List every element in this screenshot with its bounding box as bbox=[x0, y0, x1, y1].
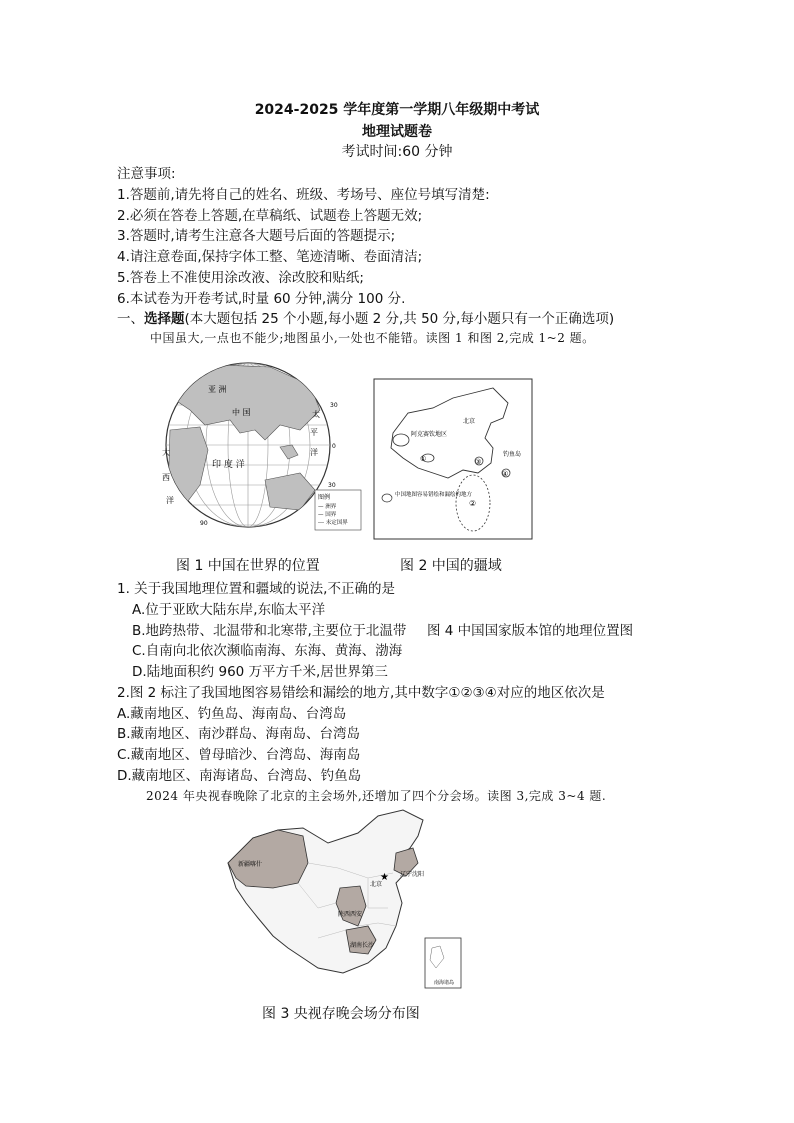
china-map-beijing: 北京 bbox=[463, 418, 476, 425]
exam-subtitle: 地理试题卷 bbox=[362, 124, 432, 140]
section-heading bbox=[117, 307, 614, 327]
globe-legend-3: --- 未定国界 bbox=[318, 520, 348, 526]
question-option: D.藏南地区、南海诸岛、台湾岛、钓鱼岛 bbox=[117, 768, 362, 784]
note-item: 6.本试卷为开卷考试,时量 60 分钟,满分 100 分. bbox=[117, 291, 406, 307]
question-stem: 1. 关于我国地理位置和疆域的说法,不正确的是 bbox=[117, 581, 395, 597]
china-map-legend-note: 中国地图容易错绘和漏绘的地方 bbox=[395, 492, 473, 498]
map3-shaanxi: 陕西西安 bbox=[338, 911, 363, 918]
globe-label-pacific-2: 平 bbox=[310, 428, 318, 437]
globe-label-asia: 亚 洲 bbox=[208, 385, 227, 394]
note-item: 1.答题前,请先将自己的姓名、班级、考场号、座位号填写清楚: bbox=[117, 187, 490, 203]
china-map-n4: ④ bbox=[502, 470, 509, 478]
fig3-caption: 图 3 央视存晚会场分布图 bbox=[262, 1006, 420, 1022]
stray-fig4-caption: 图 4 中国国家版本馆的地理位置图 bbox=[427, 623, 634, 639]
question-option: B.藏南地区、南沙群岛、海南岛、台湾岛 bbox=[117, 726, 361, 742]
globe-label-da: 大 bbox=[162, 448, 170, 457]
question-option: A.位于亚欧大陆东岸,东临太平洋 bbox=[132, 602, 326, 618]
fig2-caption: 图 2 中国的疆域 bbox=[400, 558, 502, 574]
intro-question-3: 2024 年央视春晚除了北京的主会场外,还增加了四个分会场。读图 3,完成 3~4 题. bbox=[146, 789, 607, 803]
map3-xinjiang: 新疆喀什 bbox=[238, 861, 263, 868]
question-stem: 2.图 2 标注了我国地图容易错绘和漏绘的地方,其中数字①②③④对应的地区依次是 bbox=[117, 685, 605, 701]
gala-venue-map bbox=[218, 808, 466, 993]
globe-label-xi: 西 bbox=[162, 473, 170, 482]
china-map-n3: ③ bbox=[475, 458, 482, 466]
section-intro: 中国虽大,一点也不能少;地图虽小,一处也不能错。读图 1 和图 2,完成 1~2 题。 bbox=[150, 331, 595, 345]
exam-title: 2024-2025 学年度第一学期八年级期中考试 bbox=[254, 102, 540, 118]
china-map-n1: ① bbox=[420, 455, 427, 463]
map3-inset: 南海诸岛 bbox=[434, 980, 455, 986]
question-option: A.藏南地区、钓鱼岛、海南岛、台湾岛 bbox=[117, 706, 347, 722]
note-item: 4.请注意卷面,保持字体工整、笔迹清晰、卷面清洁; bbox=[117, 249, 423, 265]
beijing-star-icon: ★ bbox=[380, 872, 389, 883]
china-map-n2: ② bbox=[469, 499, 477, 508]
note-item: 2.必须在答卷上答题,在草稿纸、试题卷上答题无效; bbox=[117, 208, 423, 224]
notes-heading: 注意事项: bbox=[117, 166, 176, 182]
question-option: B.地跨热带、北温带和北寒带,主要位于北温带 bbox=[132, 623, 407, 639]
map3-liaoning: 辽宁沈阳 bbox=[400, 871, 425, 878]
china-territory-figure bbox=[373, 378, 533, 540]
note-item: 3.答题时,请考生注意各大题号后面的答题提示; bbox=[117, 228, 396, 244]
section-prefix: 一、 bbox=[117, 311, 144, 327]
note-item: 5.答卷上不准使用涂改液、涂改胶和贴纸; bbox=[117, 270, 364, 286]
fig1-caption: 图 1 中国在世界的位置 bbox=[176, 558, 320, 574]
section-desc: (本大题包括 25 个小题,每小题 2 分,共 50 分,每小题只有一个正确选项) bbox=[184, 311, 615, 327]
question-option: D.陆地面积约 960 万平方千米,居世界第三 bbox=[132, 664, 388, 680]
section-label: 选择题 bbox=[144, 311, 185, 327]
globe-lat-0: 0 bbox=[332, 443, 336, 450]
question-option: C.藏南地区、曾母暗沙、台湾岛、海南岛 bbox=[117, 747, 361, 763]
map3-hunan: 湖南长沙 bbox=[350, 942, 375, 949]
globe-legend-title: 图例 bbox=[318, 494, 331, 501]
globe-lon-90: 90 bbox=[200, 520, 208, 527]
china-map-diaoyu: 钓鱼岛 bbox=[503, 451, 522, 458]
globe-label-china: 中 国 bbox=[232, 408, 251, 417]
exam-time: 考试时间:60 分钟 bbox=[341, 144, 453, 160]
globe-label-indian: 印 度 洋 bbox=[212, 460, 245, 470]
globe-legend-2: — 国界 bbox=[318, 512, 337, 518]
globe-label-yang: 洋 bbox=[166, 496, 174, 505]
globe-label-pacific-1: 太 bbox=[312, 410, 320, 419]
globe-label-pacific-3: 洋 bbox=[310, 448, 318, 457]
globe-lat-30s: 30 bbox=[328, 482, 336, 489]
question-option: C.自南向北依次濒临南海、东海、黄海、渤海 bbox=[132, 643, 403, 659]
map3-beijing: 北京 bbox=[370, 881, 383, 888]
globe-legend-1: — 洲界 bbox=[318, 504, 337, 510]
china-map-aksai: 阿克赛钦地区 bbox=[411, 431, 448, 438]
globe-lat-30: 30 bbox=[330, 402, 338, 409]
globe-figure bbox=[160, 355, 365, 535]
